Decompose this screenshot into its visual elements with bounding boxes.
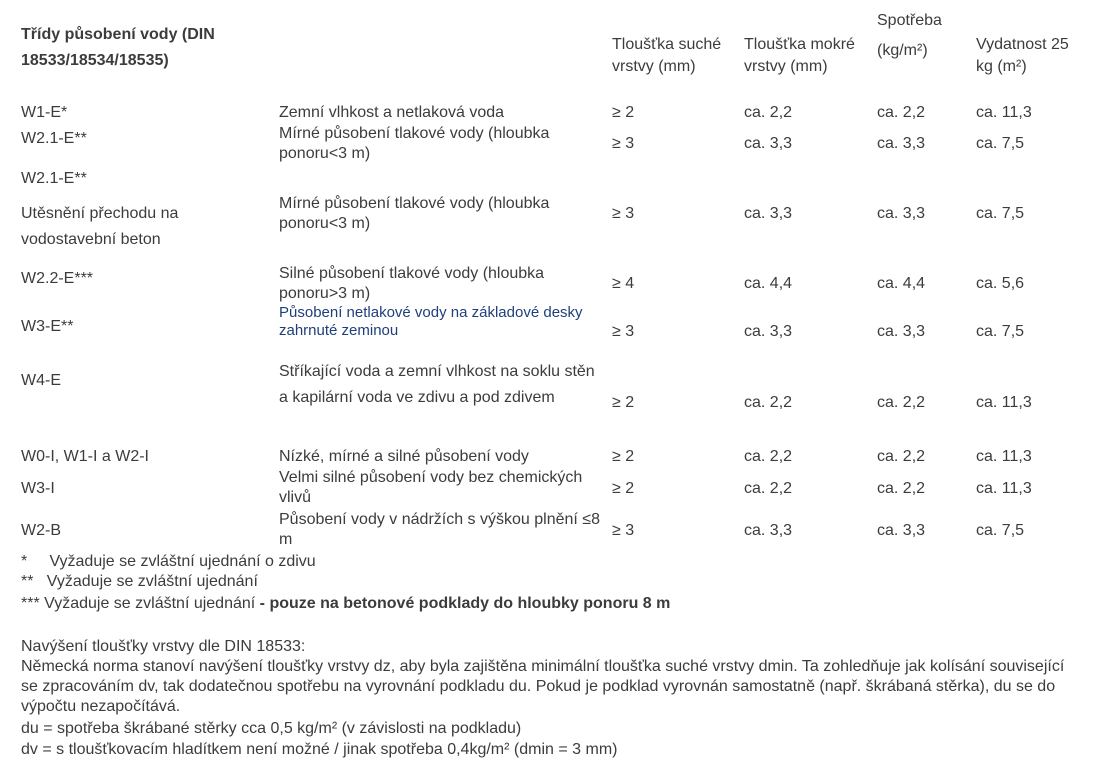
notes-du: du = spotřeba škrábané stěrky cca 0,5 kg/m² (v závislosti na podkladu) [21, 720, 522, 737]
notes-heading: Navýšení tloušťky vrstvy dle DIN 18533: [21, 638, 306, 655]
table-row-consumption: ca. 2,2 [877, 104, 926, 121]
table-row-class: W2.1-E** [21, 170, 87, 187]
table-row-class: W2.2-E*** [21, 270, 94, 287]
table-row-yield: ca. 11,3 [976, 480, 1032, 497]
table-row-yield: ca. 7,5 [976, 205, 1025, 222]
table-row-consumption: ca. 3,3 [877, 323, 926, 340]
table-row-yield: ca. 11,3 [976, 448, 1032, 465]
table-row-wet: ca. 4,4 [744, 275, 793, 292]
notes-paragraph: Německá norma stanoví navýšení tloušťky vrstvy dz, aby byla zajištěna minimální tloušťka suché vrstvy dmin. Ta zohledňuje jak kolísání související se zpracováním dv, tak dodatečnou spotřebu na vyrovnání podkladu du. Pokud je podklad vyrovnán samostatně (např. škrábaná stěrka), du se do výpočtu nezapočítává. [21, 658, 1065, 715]
table-row-class: W1-E* [21, 104, 68, 121]
footnote-3 [21, 594, 670, 614]
table-row-yield: ca. 7,5 [976, 135, 1025, 152]
table-row-consumption: ca. 3,3 [877, 522, 926, 539]
table-row-description: Stříkající voda a zemní vlhkost na soklu stěn a kapilární voda ve zdivu a pod zdivem [279, 363, 595, 406]
table-row-consumption: ca. 4,4 [877, 275, 926, 292]
table-row-dry: ≥ 3 [612, 135, 635, 152]
header-consumption: Spotřeba (kg/m²) [877, 12, 942, 59]
table-row-dry: ≥ 3 [612, 205, 635, 222]
footnote-3-bold: - pouze na betonové podklady do hloubky ponoru 8 m [259, 595, 671, 612]
table-row-wet: ca. 3,3 [744, 522, 793, 539]
footnote-1: * Vyžaduje se zvláštní ujednání o zdivu [21, 553, 316, 570]
table-row-consumption: ca. 2,2 [877, 448, 926, 465]
table-row-class: W4-E [21, 372, 61, 389]
table-row-wet: ca. 2,2 [744, 448, 793, 465]
table-row-description: Zemní vlhkost a netlaková voda [279, 104, 505, 121]
table-row-yield: ca. 5,6 [976, 275, 1025, 292]
table-row-dry: ≥ 2 [612, 394, 635, 411]
footnote-3-text: *** Vyžaduje se zvláštní ujednání [21, 595, 260, 612]
header-wet-thickness: Tloušťka mokré vrstvy (mm) [744, 36, 855, 75]
table-row-wet: ca. 3,3 [744, 323, 793, 340]
table-row-dry: ≥ 2 [612, 480, 635, 497]
table-row-wet: ca. 2,2 [744, 104, 793, 121]
notes-dv: dv = s tloušťkovacím hladítkem není možné / jinak spotřeba 0,4kg/m² (dmin = 3 mm) [21, 741, 618, 758]
table-row-consumption: ca. 3,3 [877, 205, 926, 222]
table-row-yield: ca. 11,3 [976, 394, 1032, 411]
table-row-dry: ≥ 2 [612, 104, 635, 121]
table-row-description: Mírné působení tlakové vody (hloubka ponoru<3 m) [279, 195, 550, 232]
table-row-class: W3-I [21, 480, 55, 497]
table-row-yield: ca. 7,5 [976, 323, 1025, 340]
table-row-wet: ca. 3,3 [744, 205, 793, 222]
table-row-yield: ca. 7,5 [976, 522, 1025, 539]
table-row-dry: ≥ 3 [612, 522, 635, 539]
table-row-wet: ca. 3,3 [744, 135, 793, 152]
header-dry-thickness: Tloušťka suché vrstvy (mm) [612, 36, 722, 75]
table-row-description: Nízké, mírné a silné působení vody [279, 448, 529, 465]
table-row-wet: ca. 2,2 [744, 480, 793, 497]
table-row-description: Mírné působení tlakové vody (hloubka ponoru<3 m) [279, 125, 550, 162]
header-water-class: Třídy působení vody (DIN 18533/18534/18535) [21, 26, 215, 69]
footnote-2: ** Vyžaduje se zvláštní ujednání [21, 573, 258, 590]
table-row-dry: ≥ 2 [612, 448, 635, 465]
header-yield: Vydatnost 25 kg (m²) [976, 36, 1069, 75]
table-row-description: Velmi silné působení vody bez chemických vlivů [279, 469, 583, 506]
table-row-dry: ≥ 3 [612, 323, 635, 340]
table-row-consumption: ca. 2,2 [877, 480, 926, 497]
table-row-class: W2-B [21, 522, 61, 539]
table-row-dry: ≥ 4 [612, 275, 635, 292]
table-row-description: Silné působení tlakové vody (hloubka ponoru>3 m) [279, 265, 545, 302]
table-row-class-note: Utěsnění přechodu na vodostavební beton [21, 205, 179, 248]
table-row-class: W0-I, W1-I a W2-I [21, 448, 149, 465]
table-row-yield: ca. 11,3 [976, 104, 1032, 121]
table-row-description: Působení netlakové vody na základové desky zahrnuté zeminou [279, 304, 583, 339]
table-row-class: W2.1-E** [21, 130, 87, 147]
table-row-consumption: ca. 2,2 [877, 394, 926, 411]
table-row-consumption: ca. 3,3 [877, 135, 926, 152]
table-row-description: Působení vody v nádržích s výškou plnění ≤8 m [279, 511, 600, 548]
table-row-wet: ca. 2,2 [744, 394, 793, 411]
table-row-class: W3-E** [21, 318, 74, 335]
